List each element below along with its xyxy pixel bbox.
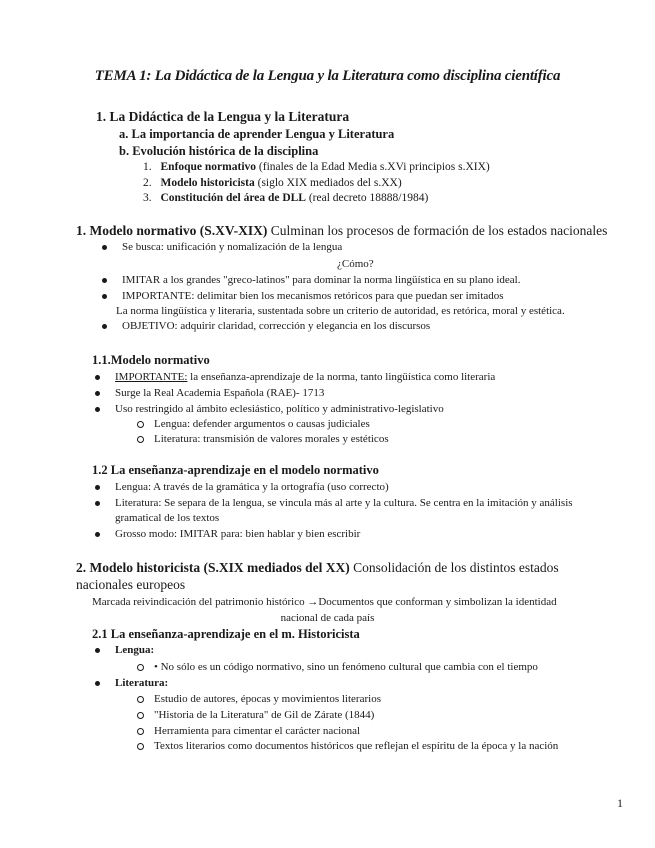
bullet-item: Grosso modo: IMITAR para: bien hablar y bien escribir — [115, 528, 361, 540]
sub-bullet-item: Lengua: defender argumentos o causas judiciales — [154, 418, 370, 430]
toc-subitem-rest: (real decreto 18888/1984) — [305, 192, 429, 204]
toc-subitem-number: 2. — [143, 177, 152, 189]
literatura-label: Literatura: — [115, 677, 169, 689]
toc-subitem-rest: (siglo XIX mediados del s.XX) — [254, 177, 402, 189]
section-2-heading — [76, 560, 559, 576]
toc-subitem-1 — [143, 161, 490, 173]
bullet-item: Surge la Real Academia Española (RAE)- 1713 — [115, 387, 325, 399]
sub-bullet-item: "Historia de la Literatura" de Gil de Zárate (1844) — [154, 709, 375, 721]
bullet-item: OBJETIVO: adquirir claridad, corrección y elegancia en los discursos — [122, 320, 431, 332]
bullet-item: Literatura: Se separa de la lengua, se vincula más al arte y la cultura. Se centra en la imitación y análisis — [115, 497, 573, 509]
bullet-item: IMPORTANTE: delimitar bien los mecanismos retóricos para que puedan ser imitados — [122, 290, 504, 302]
bullet-item: Uso restringido al ámbito eclesiástico, político y administrativo-legislativo — [115, 403, 444, 415]
section-1-heading — [76, 223, 607, 239]
toc-subitem-number: 3. — [143, 192, 152, 204]
section-2-heading-bold: 2. Modelo historicista (S.XIX mediados del XX) — [76, 560, 350, 575]
bullet-item: Se busca: unificación y nomalización de la lengua — [122, 241, 343, 253]
toc-subitem-bold: Constitución del área de DLL — [160, 192, 306, 204]
toc-subitem-2 — [143, 177, 402, 189]
sub-bullet-item: Literatura: transmisión de valores morales y estéticos — [154, 433, 389, 445]
sub-bullet-item: • No sólo es un código normativo, sino un fenómeno cultural que cambia con el tiempo — [154, 661, 538, 673]
section-2-heading-line2: nacionales europeos — [76, 577, 186, 592]
page-number: 1 — [617, 796, 623, 810]
important-label: IMPORTANTE: — [115, 371, 188, 383]
bullet-continuation: gramatical de los textos — [115, 512, 220, 524]
section-1-heading-rest: Culminan los procesos de formación de los estados nacionales — [267, 223, 608, 238]
section-1-heading-bold: 1. Modelo normativo (S.XV-XIX) — [76, 223, 268, 238]
note-line: nacional de cada país — [280, 612, 375, 624]
sub-bullet-item: Herramienta para cimentar el carácter nacional — [154, 725, 361, 737]
bullet-text: la enseñanza-aprendizaje de la norma, tanto lingüística como literaria — [187, 371, 496, 383]
toc-item-1: 1. La Didáctica de la Lengua y la Literatura — [96, 109, 350, 124]
section-2-1-heading: 2.1 La enseñanza-aprendizaje en el m. Historicista — [92, 627, 360, 641]
toc-item-b: b. Evolución histórica de la disciplina — [119, 144, 319, 158]
note-line: Marcada reivindicación del patrimonio histórico →Documentos que conforman y simbolizan la identidad — [92, 596, 557, 608]
bullet-item — [115, 371, 495, 383]
toc-subitem-bold: Enfoque normativo — [160, 161, 257, 173]
bullet-item: IMITAR a los grandes "greco-latinos" para dominar la norma lingüística en su plano ideal. — [122, 274, 521, 286]
toc-subitem-bold: Modelo historicista — [160, 177, 255, 189]
toc-subitem-3 — [143, 192, 428, 204]
toc-subitem-rest: (finales de la Edad Media s.XVi principios s.XIX) — [256, 161, 490, 173]
toc-item-a: a. La importancia de aprender Lengua y Literatura — [119, 127, 395, 141]
toc-subitem-number: 1. — [143, 161, 152, 173]
section-1-2-heading: 1.2 La enseñanza-aprendizaje en el modelo normativo — [92, 463, 379, 477]
section-2-heading-rest: Consolidación de los distintos estados — [349, 560, 559, 575]
sub-bullet-item: Estudio de autores, épocas y movimientos literarios — [154, 693, 381, 705]
section-1-1-heading: 1.1.Modelo normativo — [92, 353, 210, 367]
como-line: ¿Cómo? — [337, 258, 374, 270]
body-text: La norma lingüística y literaria, sustentada sobre un criterio de autoridad, es retórica, moral y estética. — [116, 305, 565, 317]
sub-bullet-item: Textos literarios como documentos históricos que reflejan el espíritu de la época y la nación — [154, 740, 559, 752]
bullet-item: Lengua: A través de la gramática y la ortografía (uso correcto) — [115, 481, 389, 493]
lengua-label: Lengua: — [115, 644, 155, 656]
page-title: TEMA 1: La Didáctica de la Lengua y la Literatura como disciplina científica — [94, 68, 561, 84]
